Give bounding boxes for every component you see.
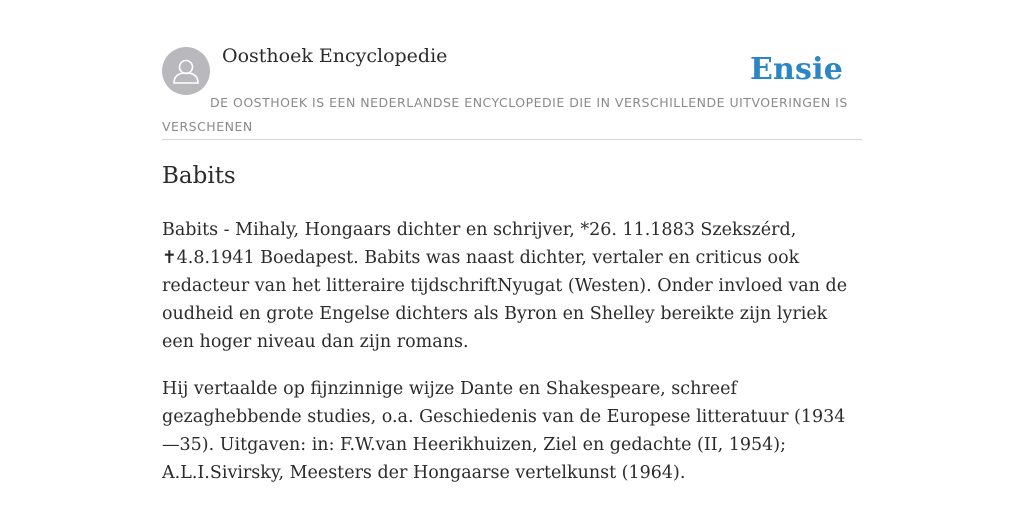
- source-avatar[interactable]: [162, 47, 210, 95]
- user-silhouette-icon: [162, 47, 210, 95]
- source-description: DE OOSTHOEK IS EEN NEDERLANDSE ENCYCLOPEDIE DIE IN VERSCHILLENDE UITVOERINGEN IS VERSCHENEN: [162, 95, 848, 134]
- article-paragraph: Babits - Mihaly, Hongaars dichter en schrijver, *26. 11.1883 Szekszérd, ✝4.8.1941 Boedapest. Babits was naast dichter, vertaler en criticus ook redacteur van het litteraire tijdschriftNyugat (Westen). Onder invloed van de oudheid en grote Engelse dichters als Byron en Shelley bereikte zijn lyriek een hoger niveau dan zijn romans.: [162, 220, 848, 352]
- source-name-link[interactable]: Oosthoek Encyclopedie: [222, 45, 448, 67]
- header-divider: [162, 139, 862, 140]
- article-paragraph: Hij vertaalde op fijnzinnige wijze Dante en Shakespeare, schreef gezaghebbende studies, o.a. Geschiedenis van de Europese litteratuur (1934—35). Uitgaven: in: F.W.van Heerikhuizen, Ziel en gedachte (II, 1954); A.L.I.Sivirsky, Meesters der Hongaarse vertelkunst (1964).: [162, 379, 846, 483]
- article-body: [162, 216, 862, 506]
- ensie-logo[interactable]: Ensie: [749, 52, 843, 87]
- article-title: Babits: [162, 163, 236, 189]
